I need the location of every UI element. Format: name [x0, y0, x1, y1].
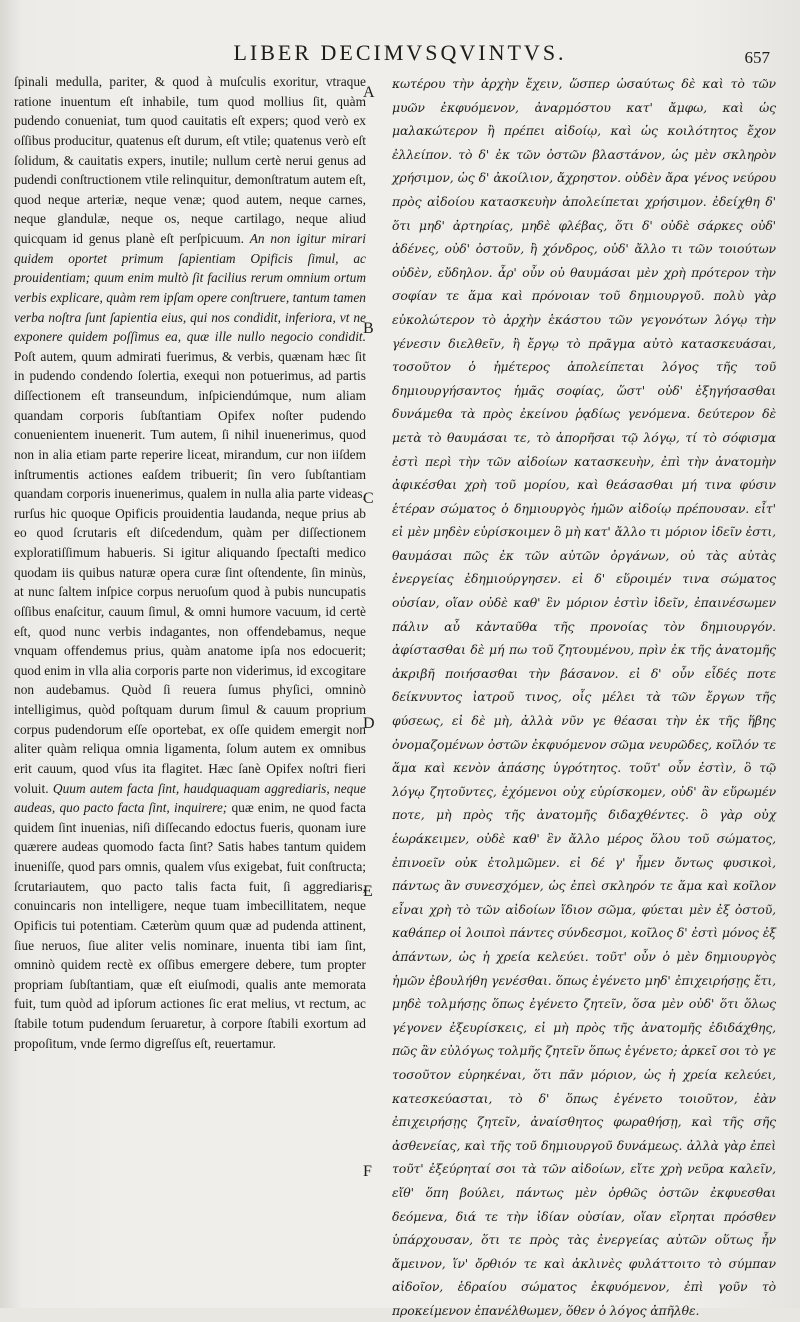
latin-paragraph — [14, 72, 366, 1053]
margin-letters — [363, 0, 387, 1308]
latin-italic-text: An non igitur mirari quidem oportet primum ſapientiam Opificis ſimul, ac prouidentiam; quum enim multò ſit facilius rerum omnium ortum verbis explicare, quàm rem ipſam opere conſtruere, tantum tamen verba noſtra ſunt ſapientia eius, qui nos condidit, inferiora, vt ne exponere quidem poſſimus ea, quæ ille nullo negocio condidit. — [14, 231, 366, 345]
margin-letter: A — [363, 84, 375, 101]
greek-paragraph: κωτέρου τὴν ἀρχὴν ἔχειν, ὥσπερ ὡσαύτως δὲ καὶ τὸ τῶν μυῶν ἐκφυόμενον, ἀναρμόστου κατ' ἄμφω, καὶ ὡς μαλακώτερον ἢ πρέπει αἰδοίῳ, καὶ ὡς κοιλότητος ἔχον ἐλλείπον. τὸ δ' ἐκ τῶν ὀστῶν βλαστάνον, ὡς μὲν σκληρὸν χρήσιμον, ὡς δ' ἀκοίλιον, ἄχρηστον. οὐδὲν ἄρα γένος νεύρου πρὸς αἰδοίου κατασκευὴν ἀπολείπεται χρήσιμον. ἐδείχθη δ' ὅτι μηδ' ἀρτηρίας, μηδὲ φλέβας, ὅτι δ' οὐδὲ σάρκες οὐδ' ἀδένες, οὐδ' ὀστοῦν, ἢ χόνδρος, οὐδ' ἄλλο τι τῶν τοιούτων οὐδὲν, εὔδηλον. ἆρ' οὖν οὐ θαυμάσαι μὲν χρὴ πρότερον τὴν σοφίαν τε ἅμα καὶ πρόνοιαν τοῦ δημιουργοῦ. πολὺ γὰρ εὐκολώτερον τὸ ἀρχὴν ἑκάστου τῶν γεγονότων λόγῳ τὴν γένεσιν διελθεῖν, ἢ ἔργῳ τὸ πρᾶγμα αὐτὸ κατασκευάσαι, τοσοῦτον ὁ ἡμέτερος ἀπολείπεται λόγος τῆς τοῦ δημιουργήσαντος ἡμᾶς σοφίας, ὥστ' οὐδ' ἐξηγήσασθαι δυνάμεθα τὰ πρὸς ἐκείνου ῥᾳδίως γενόμενα. δεύτερον δὲ μετὰ τὸ θαυμάσαι τε, τὸ ἀπορῆσαι τῷ λόγῳ, τί τὸ σόφισμα ἐστὶ περὶ τὴν τῶν αἰδοίων κατασκευὴν, ἐπὶ τὴν ἀνατομὴν ἀφικέσθαι χρὴ τοῦ μορίου, καὶ θεάσασθαι μή τινα φύσιν ἑτέραν σώματος ὁ δημιουργὸς ἡμῶν αἰδοίῳ πρέπουσαν. εἶτ' εἰ μὲν μηδὲν εὑρίσκοιμεν ὃ μὴ κατ' ἄλλο τι μόριον ἰδεῖν ἐστι, θαυμάσαι πῶς ἐκ τῶν αὐτῶν ὀργάνων, οὐ τὰς αὐτὰς ἐνεργείας ἐδημιούργησεν. εἰ δ' εὕροιμέν τινα σώματος οὐσίαν, οἵαν οὐδὲ καθ' ἓν μόριον ἐστὶν ἰδεῖν, ἐπαινέσωμεν πάλιν αὖ κἀνταῦθα τῆς προνοίας τὸν δημιουργόν. ἀφίστασθαι δὲ μή πω τοῦ ζητουμένου, πρὶν ἐκ τῆς ἀνατομῆς ἀκριβῆ ποιήσασθαι τὴν βάσανον. εἰ δ' οὖν εἶδές ποτε δείκνυντος ἰατροῦ τινος, οἷς μέλει τὰ τῶν ἔργων τῆς φύσεως, εἰ δὲ μὴ, ἀλλὰ νῦν γε θέασαι τὴν ἐκ τῆς ἥβης ὀνομαζομένων ὀστῶν ἐκφυόμενον σῶμα νευρῶδες, κοῖλόν τε ἅμα καὶ κενὸν ἁπάσης ὑγρότητος. τοῦτ' οὖν ἐστὶν, ὃ τῷ λόγῳ ζητοῦντες, ἐχόμενοι οὐχ εὑρίσκομεν, οὐδ' ἂν εὕρωμέν ποτε, μὴ πρὸς τῆς ἀνατομῆς διδαχθέντες. ὃ γὰρ οὐχ ἑωράκειμεν, οὐδὲ καθ' ἓν ἄλλο μέρος ὅλου τοῦ σώματος, ἐπινοεῖν οὐκ ἐτολμῶμεν. εἰ δέ γ' ἦμεν ὄντως φυσικοὶ, πάντως ἂν συνεσχόμεν, ὡς ἐπεὶ σκληρόν τε ἅμα καὶ κοῖλον εἶναι χρὴ τὸ τῶν αἰδοίων ἴδιον σῶμα, φύεται μὲν ἐξ ὀστοῦ, καθάπερ οἱ λοιποὶ πάντες σύνδεσμοι, κοῖλος δ' ἐστὶ μόνος ἐξ ἁπάντων, ὡς ἡ χρεία κελεύει. τοῦτ' οὖν ὁ μὲν δημιουργὸς ἡμῶν ἐβουλήθη γενέσθαι. ὅπως ἐγένετο μηδ' ἐπιχειρήσῃς ἔτι, μηδὲ τολμήσῃς ὅπως ἐγένετο ζητεῖν, ὅσα μὲν οὐδ' ὅτι ὅλως γέγονεν ἐξευρίσκεις, εἰ μὴ πρὸς τῆς ἀνατομῆς ἐδιδάχθης, πῶς ἂν εὐλόγως τολμῆς ζητεῖν ὅπως ἐγένετο; ἀρκεῖ σοι τὸ γε τοσοῦτον εὑρηκέναι, ὅτι πᾶν μόριον, ὡς ἡ χρεία κελεύει, κατεσκεύασται, τὸ δ' ὅπως ἐγένετο τοιοῦτον, ἐὰν ἐπιχειρήσῃς ζητεῖν, ἀναίσθητος φωραθήσῃ, καὶ τῆς σῆς ἀσθενείας, καὶ τῆς τοῦ δημιουργοῦ δυνάμεως. ἀλλὰ γὰρ ἐπεὶ τοῦτ' ἐξεύρηταί σοι τὰ τῶν αἰδοίων, εἴτε χρὴ νεῦρα καλεῖν, εἴθ' ὅπη βούλει, πάντως μὲν ὀρθῶς ὀστῶν ἐκφυεσθαι δεόμενα, διά τε τὴν ἰδίαν οὐσίαν, οἵαν εἴρηται πρόσθεν ὑπάρχουσαν, ὅτι τε πρὸς τὰς ἐνεργείας αὐτῶν οὕτως ἦν ἄμεινον, ἵν' ὄρθιόν τε καὶ ἀκλινὲς φυλάττοιτο τὸ σύμπαν αἰδοῖον, ἑδραίου σώματος ἐκφυόμενον, ἐπὶ γοῦν τὸ προκείμενον ἐπανέλθωμεν, ὅθεν ὁ λόγος ἀπῆλθε. — [392, 76, 776, 1318]
margin-letter: D — [363, 715, 375, 732]
latin-italic-text: Quum autem facta ſint, haudquaquam aggrediaris, neque audeas, quo pacto facta ſint, inquirere; — [14, 780, 366, 816]
margin-letter: C — [363, 490, 374, 507]
margin-letter: B — [363, 320, 374, 337]
page-number: 657 — [744, 48, 770, 67]
latin-text: quæ enim, ne quod facta quidem ſint inuenias, niſi diſſecando edoctus fueris, quonam iure quærere audeas quomodo facta ſint? Satis habes tantum quidem inueniſſe, quod pars omnis, qualem vſus exigebat, fuit conſtructa; ſcrutariautem, quo pacto talis facta fuit, ſi aggrediaris, conuincaris non intelligere, neque tuam imbecillitatem, neque Opificis tui potentiam. Cæterùm quum quæ ad pudenda attinent, ſiue neruos, ſiue aliter velis nominare, inuenta tibi iam ſint, omninò quidem rectè ex oſſibus emergere debere, tum propter propriam ſubſtantiam, quæ eſt eiuſmodi, qualis ante memorata fuit, tum quòd ad ipſorum actiones ſic erat melius, vt rectum, ac ſtabile totum pudendum ſeruaretur, à corpore ſtabili exortum ad propoſitum, vnde ſermo digreſſus eſt, reuertamur. — [14, 800, 366, 1051]
latin-column — [14, 72, 366, 1053]
latin-text: Poſt autem, quum admirati fuerimus, & verbis, quænam hæc ſit in pudendo condendo ſolertia, exequi non potuerimus, ad partis diſſectionem eſt transeundum, inſpiciendúmque, num aliam quandam corporis ſubſtantiam Opifex noſter pudendo conuenientem inuenerit. Tum autem, ſi nihil inuenerimus, quod non in alia etiam parte reperire liceat, mirandum, cur non iiſdem inſtrumentis actiones eaſdem tribuerit; ſin vero ſubſtantiam quandam corporis inuenerimus, qualem in nulla alia parte videas, rurſus hic quoque Opificis prouidentia laudanda, neque prius ab eo quod ſcrutaris eſt diſcedendum, quàm per diſſectionem exploratiſſimum habueris. Si igitur aliquando ſpectaſti medico quodam iis quibus naturæ opera curæ ſint oſtendente, ſin minùs, at nunc ſaltem inſpice corpus neruoſum quod à pubis nuncupatis oſſibus enaſcitur, cauum ſimul, & omni humore vacuum, id certè eſt, quod nunc verbis indagantes, non offendebamus, neque vnquam offendemus prius, quàm anatome ipſa nos edocuerit; quod enim in vlla alia corporis parte non viderimus, id excogitare non audebamus. Quòd ſi reuera ſumus phyſici, omninò intelligimus, quòd poſtquam durum ſimul & cauum proprium corpus pudendorum eſſe oportebat, ex oſſe quidem emergit non aliter quàm reliqua omnia ligamenta, ſolum autem ex omnibus erit cauum, quod vſus ita flagitet. Hæc ſanè Opifex noſtri fieri voluit. — [14, 348, 366, 796]
margin-letter: F — [363, 1163, 372, 1180]
running-title: LIBER DECIMVSQVINTVS. — [233, 40, 567, 65]
latin-text: ſpinali medulla, pariter, & quod à muſculis exoritur, vtraque ratione inuentum eſt inhabile, tum quod mollius ſit, quàm pudendo conueniat, tum quod cauitatis eſt expers; quod verò ex oſſibus producitur, quatenus eſt durum, eſt vtile; quatenus verò eſt ſolidum, & cauitatis expers, inutile; nullum certè nerui genus ad pudendi conſtructionem vtile relinquitur, demonſtratum autem eſt, quod neque arteriæ, neque venæ; quod autem, neque carnes, neque glandulæ, neque os, neque cartilago, neque aliud quicquam id genus planè eſt perſpicuum. — [14, 74, 366, 246]
margin-letter: E — [363, 883, 373, 900]
greek-column — [392, 72, 776, 1322]
